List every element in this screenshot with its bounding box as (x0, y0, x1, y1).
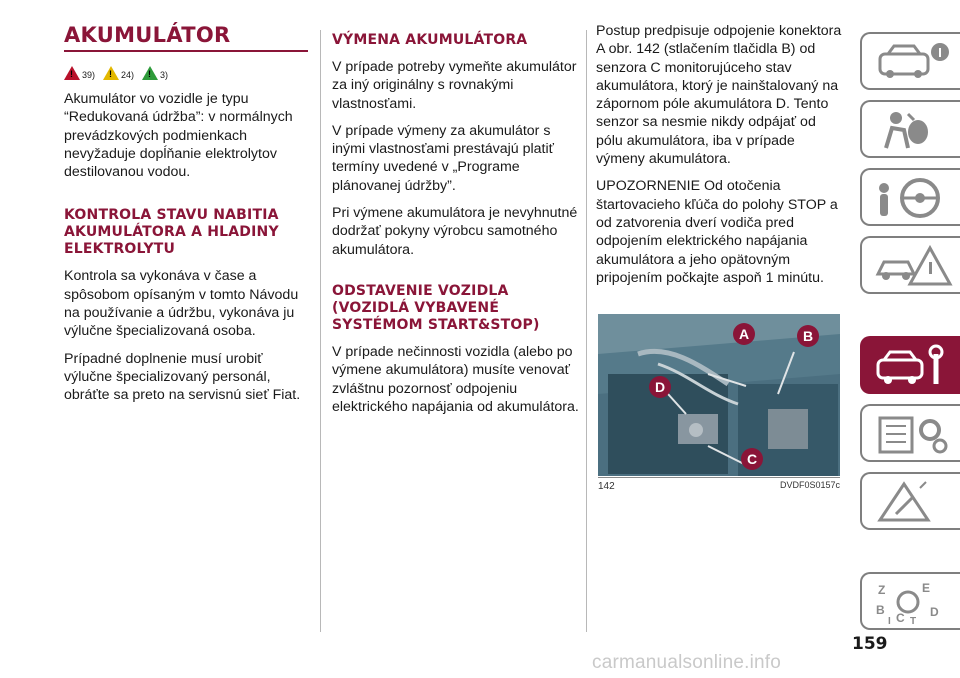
steering-wheel-key-icon (874, 176, 954, 220)
car-wrench-icon (874, 344, 954, 388)
subheading: VÝMENA AKUMULÁTORA (332, 32, 528, 48)
figure-number: 142 (598, 481, 615, 492)
paragraph: Postup predpisuje odpojenie konektora A obr. 142 (stlačením tlačidla B) od senzora C monitorujúceho stav akumulátora, ktorý je nainštalovaný na zápornom póle akumulátora D. Tento senzor sa nesmie nikdy odpájať od pólu akumulátora, iba v prípade výmeny akumulátora. (596, 23, 842, 168)
label-a: A (738, 326, 750, 342)
tab-technical-data[interactable] (860, 404, 960, 462)
column-1 (64, 22, 312, 414)
page-number: 159 (852, 634, 888, 654)
paragraph: Prípadné doplnenie musí urobiť výlučne špecializovaný personál, obráťte sa preto na servisnú sieť Fiat. (64, 350, 301, 404)
tab-safety[interactable] (860, 100, 960, 158)
alphabetical-index-icon (874, 580, 954, 624)
tab-index[interactable] (860, 572, 960, 630)
battery-photo (598, 314, 840, 476)
svg-text:D: D (930, 605, 939, 619)
column-2 (332, 22, 580, 425)
breakdown-warning-icon (874, 244, 954, 288)
svg-text:C: C (896, 611, 905, 624)
subheading: KONTROLA STAVU NABITIA AKUMULÁTORA A HLADINY ELEKTROLYTU (64, 207, 279, 258)
paragraph: Kontrola sa vykonáva v čase a spôsobom opísaným v tomto Návodu na používanie a údržbu, vykonáva ju výlučne špecializovaná osoba. (64, 268, 299, 340)
paragraph: V prípade potreby vymeňte akumulátor za iný originálny s rovnakými vlastnosťami. (332, 59, 577, 112)
warning-ref-2: 24) (121, 70, 135, 80)
svg-text:I: I (888, 616, 891, 624)
label-d: D (654, 379, 666, 395)
tab-multimedia[interactable] (860, 472, 960, 530)
svg-text:Z: Z (878, 583, 886, 597)
environment-warning-icon (142, 66, 158, 80)
paragraph: Akumulátor vo vozidle je typu “Redukovaná údržba”: v normálnych prevádzkových podmienkach nevyžaduje dopĺňanie elektrolytov destilovanou vodou. (64, 91, 293, 181)
car-info-icon (874, 40, 954, 84)
watermark: carmanualsonline.info (592, 652, 782, 673)
column-divider-2 (586, 30, 587, 632)
column-divider-1 (320, 30, 321, 632)
tab-start-driving[interactable] (860, 168, 960, 226)
figure-code: DVDF0S0157c (779, 480, 840, 490)
svg-text:B: B (876, 603, 885, 617)
paragraph: Pri výmene akumulátora je nevyhnutné dodržať pokyny výrobcu samotného akumulátora. (332, 205, 578, 258)
multimedia-warning-icon (874, 480, 954, 524)
tab-maintenance[interactable] (860, 336, 960, 394)
section-title: AKUMULÁTOR (64, 23, 231, 47)
column-3 (596, 22, 842, 296)
svg-text:E: E (922, 581, 931, 595)
label-b: B (802, 328, 814, 344)
warning-ref-1: 39) (82, 70, 96, 80)
paragraph: UPOZORNENIE Od otočenia štartovacieho kľúča do polohy STOP a od zatvorenia dverí vodiča pred odpojením elektrického napájania akumulátora a jeho opätovným pripojením počkajte aspoň 1 minútu. (596, 178, 838, 286)
airbag-person-icon (874, 108, 954, 152)
caution-warning-icon (103, 66, 119, 80)
warning-ref-3: 3) (160, 70, 169, 80)
specs-gear-icon (874, 412, 954, 456)
tab-emergency[interactable] (860, 236, 960, 294)
battery-illustration (598, 314, 840, 476)
title-underline (64, 50, 308, 52)
label-c: C (746, 451, 758, 467)
paragraph: V prípade výmeny za akumulátor s inými vlastnosťami prestávajú platiť termíny uvedené v „Programe plánovanej údržby”. (332, 122, 554, 194)
tab-car-info[interactable] (860, 32, 960, 90)
warning-refs (64, 62, 312, 80)
subheading: ODSTAVENIE VOZIDLA (VOZIDLÁ VYBAVENÉ SYSTÉMOM START&STOP) (332, 282, 540, 333)
danger-warning-icon (64, 66, 80, 80)
figure-caption-rule (598, 477, 840, 478)
svg-text:T: T (910, 616, 917, 624)
paragraph: V prípade nečinnosti vozidla (alebo po výmene akumulátora) musíte venovať zvláštnu pozornosť odpojeniu elektrického napájania od akumulátora. (332, 343, 579, 415)
